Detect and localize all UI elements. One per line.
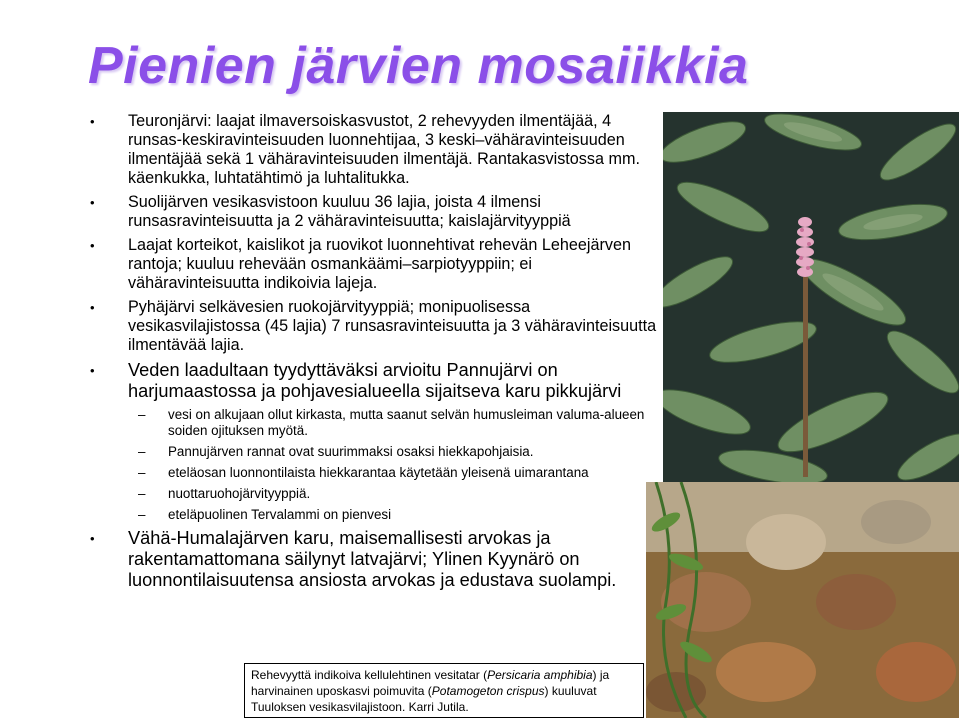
bullet-suolijarvi xyxy=(90,193,660,231)
sub-bullet-text: vesi on alkujaan ollut kirkasta, mutta saanut selvän humusleiman valuma-alueen soiden ojituksen myötä. xyxy=(168,407,645,438)
sub-bullet-text: nuottaruohojärvityyppiä. xyxy=(168,486,311,501)
dash-icon: – xyxy=(138,444,146,459)
dash-icon: – xyxy=(138,486,146,501)
bullet-dot-icon: • xyxy=(90,195,95,210)
sub-bullet xyxy=(90,407,660,439)
sub-bullet xyxy=(90,486,660,502)
photo-caption xyxy=(244,663,644,718)
dash-icon: – xyxy=(138,407,146,422)
sub-bullet xyxy=(90,465,660,481)
caption-species-potamogeton: Potamogeton crispus xyxy=(431,684,545,698)
sub-bullet-text: eteläosan luonnontilaista hiekkarantaa käytetään yleisenä uimarantana xyxy=(168,465,589,480)
bullet-dot-icon: • xyxy=(90,300,95,315)
bullet-text: Pyhäjärvi selkävesien ruokojärvityyppiä; monipuolisessa vesikasvilajistossa (45 lajia) 7 runsasravinteisuutta ja 3 vähäravinteisuutta ilmentävää lajia. xyxy=(128,298,657,354)
bullet-leheejarvi xyxy=(90,236,660,293)
sub-bullet-text: eteläpuolinen Tervalammi on pienvesi xyxy=(168,507,392,522)
sub-bullet-text: Pannujärven rannat ovat suurimmaksi osaksi hiekkapohjaisia. xyxy=(168,444,534,459)
bullet-dot-icon: • xyxy=(90,531,95,546)
bullet-text: Teuronjärvi: laajat ilmaversoiskasvustot, 2 rehevyyden ilmentäjää, 4 runsas-keskiravinteisuuden luonnehtijaa, 3 keski–vähäravinteisuuden ilmentäjää sekä 1 vähäravinteisuuden ilmentäjä. Rantakasvistossa mm. käenkukka, luhtatähtimö ja luhtalitukka. xyxy=(128,112,640,187)
caption-text: ) ja harvinainen uposkasvi poimuvita ( xyxy=(251,668,610,698)
bullet-text: Laajat korteikot, kaislikot ja ruovikot luonnehtivat rehevän Leheejärven rantoja; kuuluu rehevään osmankäämi–sarpiotyyppiin; ei vähäravinteisuutta indikoivia lajeja. xyxy=(128,236,632,292)
sub-bullet xyxy=(90,507,660,523)
water-smartweed-photo xyxy=(663,112,959,482)
caption-text: Rehevyyttä indikoiva kellulehtinen vesitatar ( xyxy=(251,668,488,682)
dash-icon: – xyxy=(138,507,146,522)
caption-text: ) kuuluvat Tuuloksen vesikasvilajistoon. Karri Jutila. xyxy=(251,684,597,714)
curled-pondweed-photo xyxy=(646,482,959,718)
bullet-pannujarvi xyxy=(90,360,660,402)
sub-bullet xyxy=(90,444,660,460)
bullet-text: Suolijärven vesikasvistoon kuuluu 36 lajia, joista 4 ilmensi runsasravinteisuutta ja 2 vähäravinteisuutta; kaislajärvityyppiä xyxy=(128,193,571,230)
bullet-teuronjarvi xyxy=(90,112,660,188)
bullet-list xyxy=(90,112,660,596)
bullet-vaha-humalajarvi xyxy=(90,528,660,591)
slide-title: Pienien järvien mosaiikkia xyxy=(88,37,749,95)
bullet-pyhajarvi xyxy=(90,298,660,355)
caption-species-persicaria: Persicaria amphibia xyxy=(487,668,593,682)
bullet-text: Vähä-Humalajärven karu, maisemallisesti arvokas ja rakentamattomana säilynyt latvajärvi; Ylinen Kyynärö on luonnontilaisuutensa ansiosta arvokas ja edustava suolampi. xyxy=(128,528,617,590)
bullet-dot-icon: • xyxy=(90,114,95,129)
bullet-text: Veden laadultaan tyydyttäväksi arvioitu Pannujärvi on harjumaastossa ja pohjavesialueella sijaitseva karu pikkujärvi xyxy=(128,360,622,401)
bullet-dot-icon: • xyxy=(90,363,95,378)
bullet-dot-icon: • xyxy=(90,238,95,253)
dash-icon: – xyxy=(138,465,146,480)
